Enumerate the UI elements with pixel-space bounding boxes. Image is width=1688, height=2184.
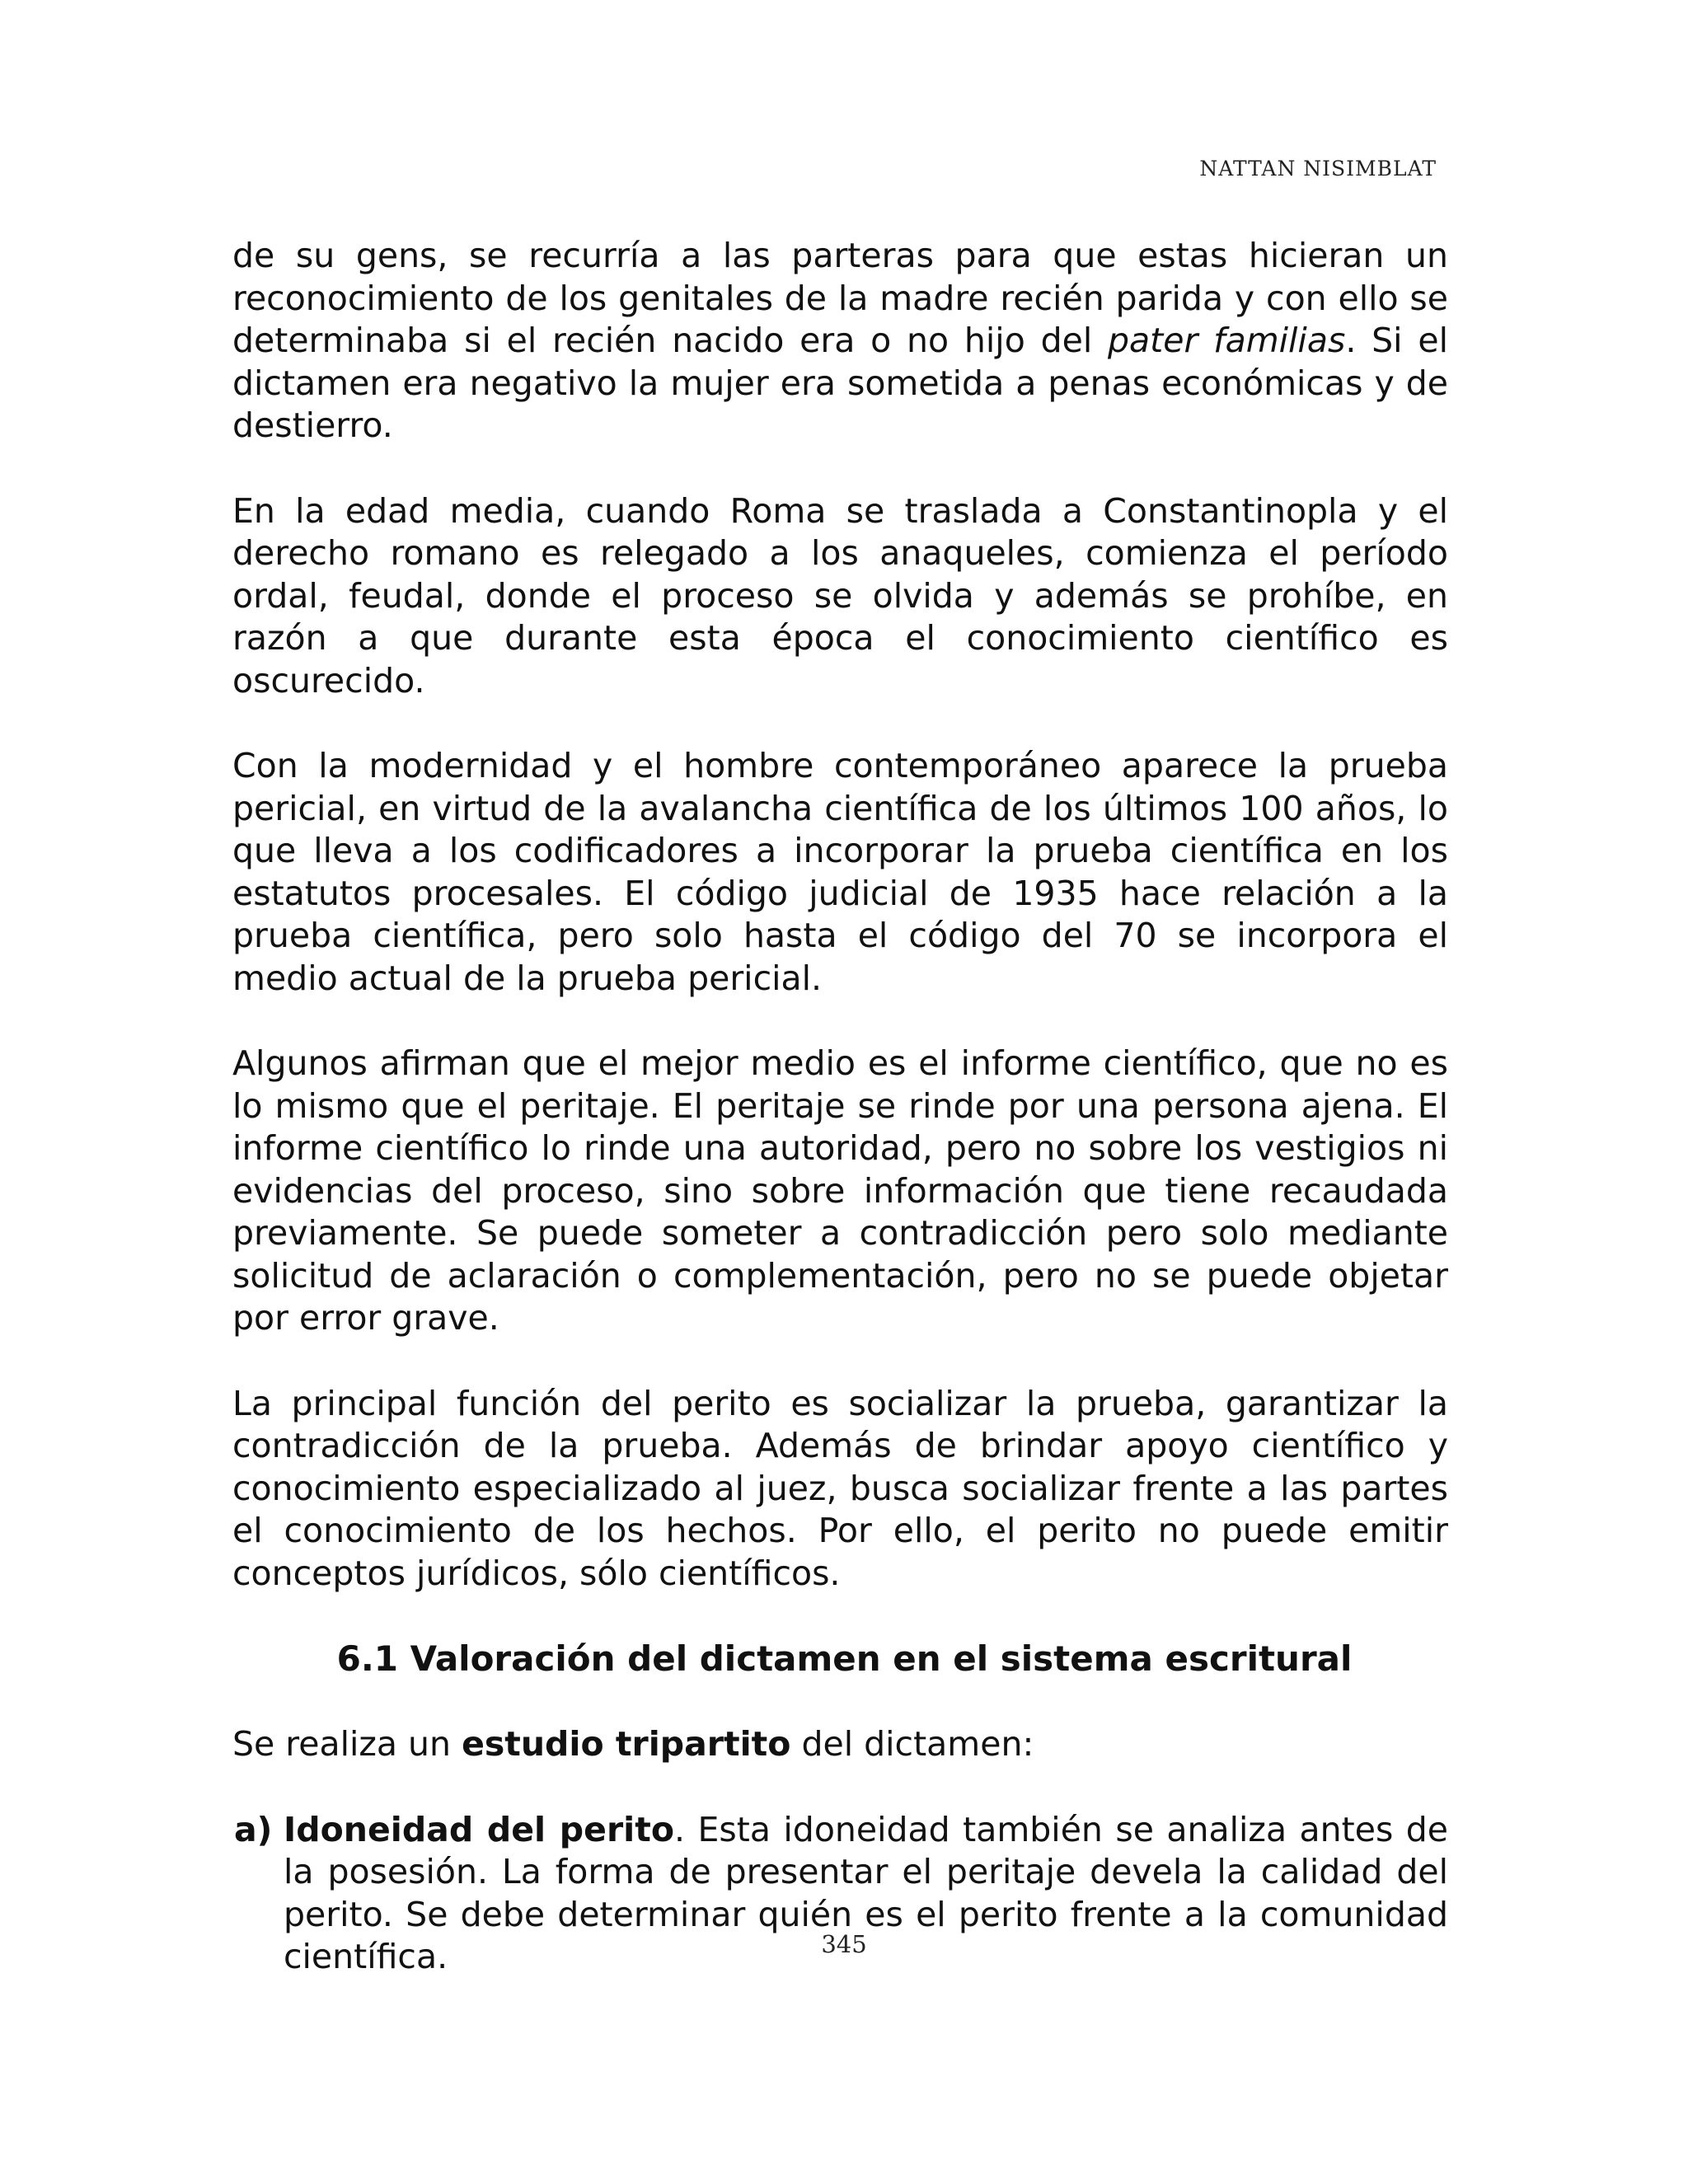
- page-number: 345: [821, 1930, 867, 1958]
- list-item-text: . Esta idoneidad también se analiza antes de la posesión. La forma de presentar el peritaje devela la calidad del perito. Se debe determinar quién es el perito frente a la comunidad científica.: [284, 1809, 1449, 1976]
- paragraph-1-text: de su gens, se recurría a las parteras para que estas hicieran un reconocimiento de los genitales de la madre recién parida y con ello se determinaba si el recién nacido era o no hijo del: [232, 236, 1448, 360]
- body-text: [232, 235, 1448, 1979]
- section-intro: [232, 1723, 1448, 1766]
- paragraph-5: La principal función del perito es socializar la prueba, garantizar la contradicción de la prueba. Además de brindar apoyo científico y conocimiento especializado al juez, busca socializar frente a las partes el conocimiento de los hechos. Por ello, el perito no puede emitir conceptos jurídicos, sólo científicos.: [232, 1383, 1448, 1593]
- section-intro-bold: estudio tripartito: [462, 1724, 791, 1764]
- paragraph-2: En la edad media, cuando Roma se traslada a Constantinopla y el derecho romano es relegado a los anaqueles, comienza el período ordal, feudal, donde el proceso se olvida y además se prohíbe, en razón a que durante esta época el conocimiento científico es oscurecido.: [232, 490, 1448, 701]
- list-item-bold-term: Idoneidad del perito: [284, 1809, 674, 1849]
- list-item-marker: a): [234, 1809, 273, 1849]
- paragraph-3: Con la modernidad y el hombre contemporáneo aparece la prueba pericial, en virtud de la avalancha científica de los últimos 100 años, lo que lleva a los codificadores a incorporar la prueba científica en los estatutos procesales. El código judicial de 1935 hace relación a la prueba científica, pero solo hasta el código del 70 se incorpora el medio actual de la prueba pericial.: [232, 746, 1448, 998]
- paragraph-1-italic-term: pater familias: [1108, 321, 1346, 360]
- paragraph-1: [232, 235, 1448, 448]
- section-heading: 6.1 Valoración del dictamen en el sistema escritural: [336, 1638, 1353, 1679]
- section-intro-text-end: del dictamen:: [790, 1724, 1034, 1764]
- running-header-author: NATTAN NISIMBLAT: [1199, 157, 1437, 180]
- paragraph-1-text-end: . Si el dictamen era negativo la mujer era sometida a penas económicas y de destierro.: [232, 321, 1448, 445]
- paragraph-4: Algunos afirman que el mejor medio es el informe científico, que no es lo mismo que el peritaje. El peritaje se rinde por una persona ajena. El informe científico lo rinde una autoridad, pero no sobre los vestigios ni evidencias del proceso, sino sobre información que tiene recaudada previamente. Se puede someter a contradicción pero solo mediante solicitud de aclaración o complementación, pero no se puede objetar por error grave.: [232, 1043, 1448, 1338]
- section-intro-text: Se realiza un: [232, 1724, 462, 1764]
